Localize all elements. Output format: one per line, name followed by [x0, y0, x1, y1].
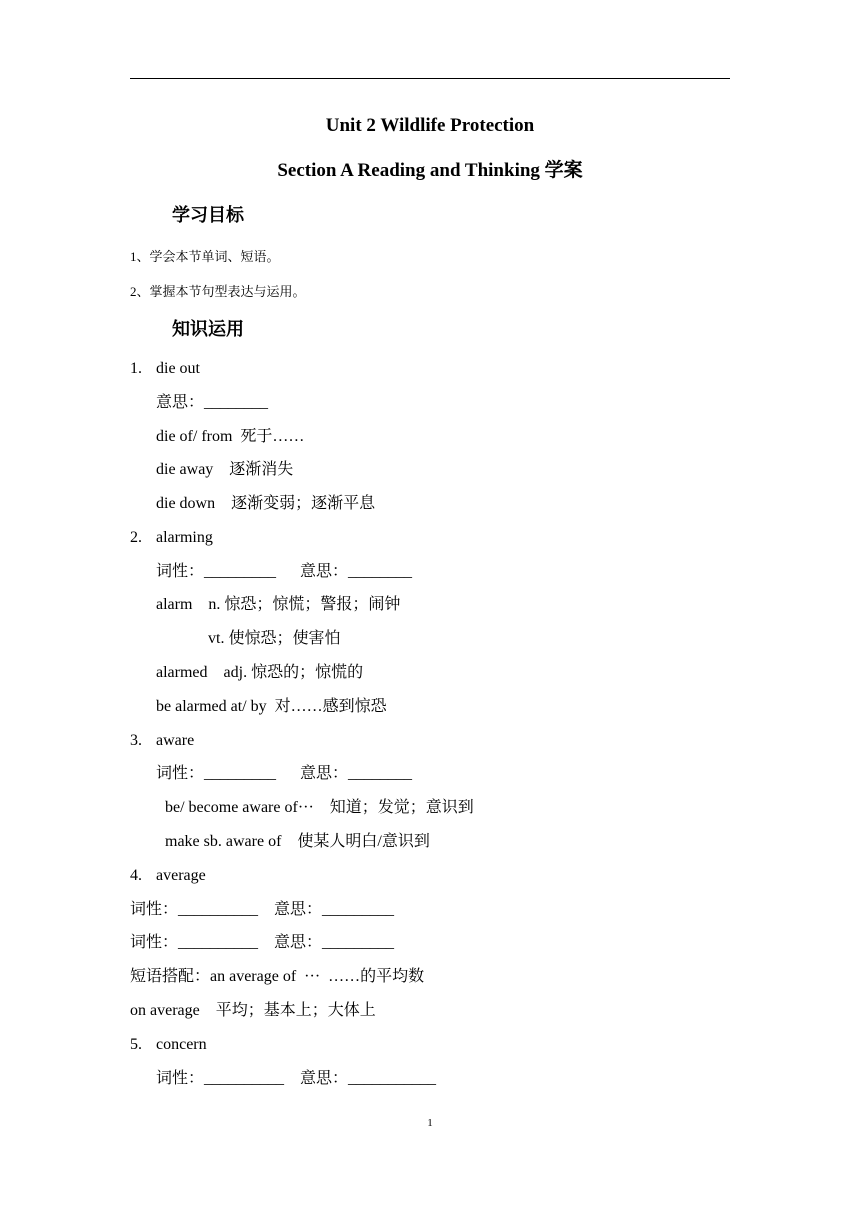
section-heading-objectives: 学习目标	[172, 205, 244, 226]
vocab-line: make sb. aware of 使某人明白/意识到	[165, 833, 430, 850]
document-title: Unit 2 Wildlife Protection	[325, 115, 535, 136]
item-number: 1.	[130, 360, 142, 377]
vocab-line: 词性：__________ 意思：_________	[130, 934, 395, 951]
vocab-line: be/ become aware of··· 知道；发觉；意识到	[165, 799, 474, 816]
item-number: 2.	[130, 529, 142, 546]
vocab-word: average	[156, 867, 206, 884]
vocab-line: vt. 使惊恐；使害怕	[208, 630, 341, 647]
document-subtitle: Section A Reading and Thinking 学案	[277, 160, 583, 181]
vocab-line: 词性：__________ 意思：_________	[130, 901, 395, 918]
vocab-word: aware	[156, 732, 195, 749]
vocab-line: 意思：________	[156, 394, 269, 411]
header-rule	[130, 78, 730, 79]
vocab-line: 词性：_________ 意思：________	[156, 765, 413, 782]
page-number: 1	[427, 1117, 433, 1129]
section-heading-knowledge: 知识运用	[172, 319, 244, 340]
objective-item: 1、学会本节单词、短语。	[130, 249, 280, 264]
vocab-line: die away 逐渐消失	[156, 461, 294, 478]
objective-item: 2、掌握本节句型表达与运用。	[130, 284, 306, 299]
vocab-line: on average 平均；基本上；大体上	[130, 1002, 376, 1019]
vocab-line: be alarmed at/ by 对……感到惊恐	[156, 698, 387, 715]
vocab-line: 词性：_________ 意思：________	[156, 563, 413, 580]
vocab-word: alarming	[156, 529, 213, 546]
vocab-line: 词性：__________ 意思：___________	[156, 1070, 437, 1087]
vocab-line: die down 逐渐变弱；逐渐平息	[156, 495, 376, 512]
vocab-word: concern	[156, 1036, 207, 1053]
item-number: 3.	[130, 732, 142, 749]
vocab-line: 短语搭配：an average of ··· ……的平均数	[130, 968, 425, 985]
item-number: 4.	[130, 867, 142, 884]
vocab-line: alarmed adj. 惊恐的；惊慌的	[156, 664, 364, 681]
item-number: 5.	[130, 1036, 142, 1053]
vocab-word: die out	[156, 360, 200, 377]
vocab-line: die of/ from 死于……	[156, 428, 305, 445]
vocab-line: alarm n. 惊恐；惊慌；警报；闹钟	[156, 596, 401, 613]
